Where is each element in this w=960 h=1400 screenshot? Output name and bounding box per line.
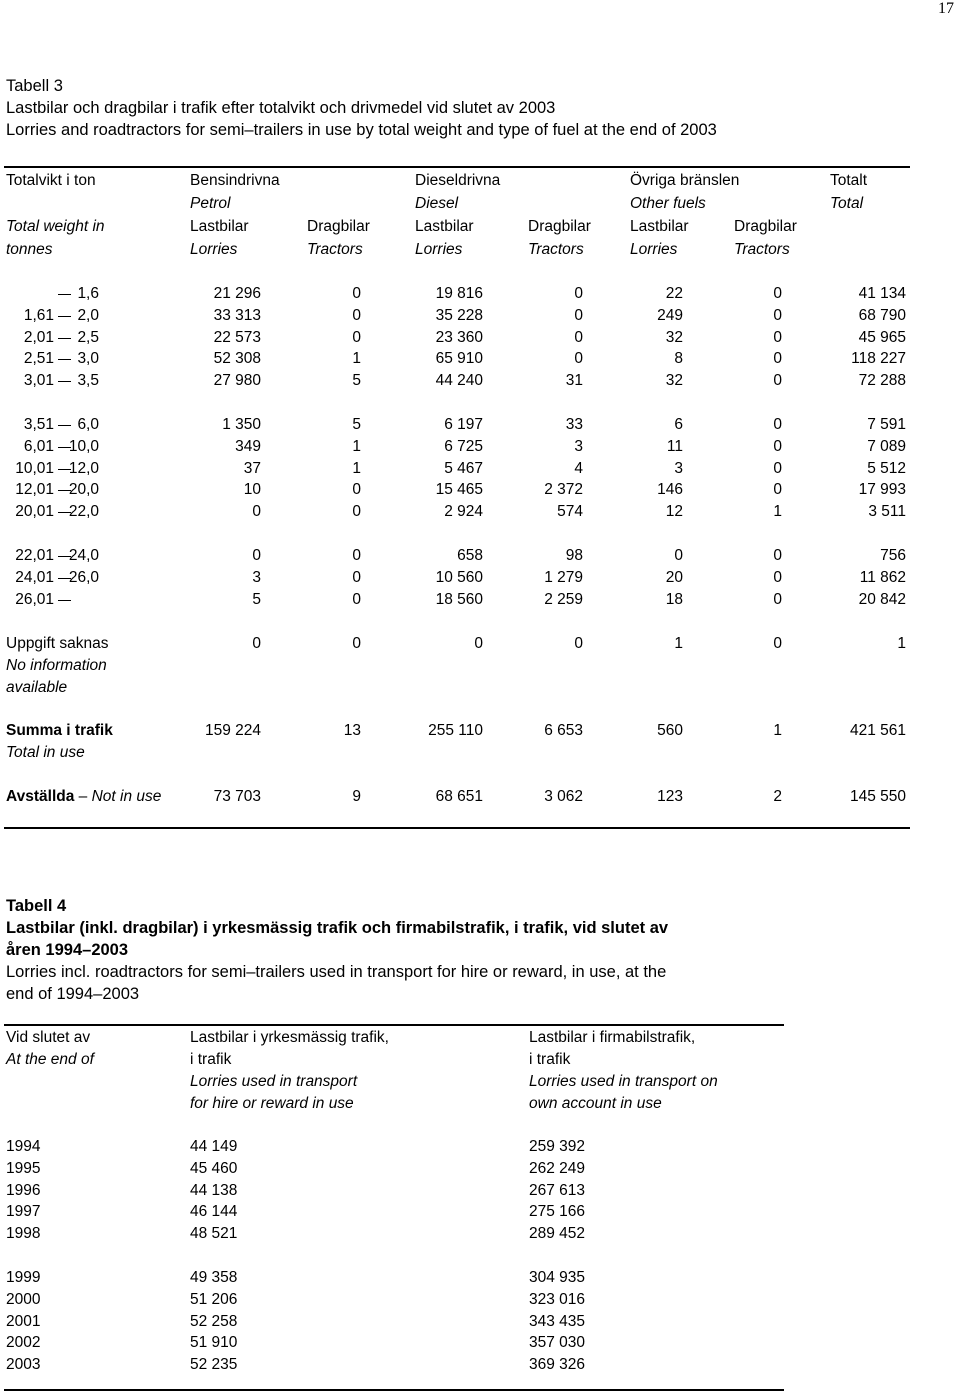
header-diesel-tractors-en: Tractors	[528, 241, 584, 258]
table4-title-en-1: Lorries incl. roadtractors for semi–trailers used in transport for hire or reward, in use, at the	[6, 963, 667, 981]
header-petrol-lorries-en: Lorries	[190, 241, 238, 258]
weight-row-cell-2: 2 924	[444, 503, 483, 520]
sum-label-en: Total in use	[6, 744, 85, 761]
weight-from: 12,01	[15, 481, 54, 498]
weight-row-cell-3: 98	[565, 547, 583, 564]
header-weight-en-1: Total weight in	[6, 218, 105, 235]
year-cell: 2001	[6, 1313, 41, 1330]
header-total-en: Total	[830, 195, 864, 212]
weight-row-cell-5: 0	[773, 438, 782, 455]
weight-row-cell-6: 5 512	[867, 460, 906, 477]
t4-header-hire-sv-1: Lastbilar i yrkesmässig trafik,	[190, 1029, 389, 1046]
missing-cell-5: 0	[773, 635, 782, 652]
own-account-cell: 369 326	[529, 1356, 586, 1373]
weight-row-cell-1: 0	[352, 503, 361, 520]
own-account-cell: 259 392	[529, 1138, 586, 1155]
weight-to: 2,0	[77, 307, 99, 324]
weight-row-cell-4: 12	[665, 503, 683, 520]
table3-title-en: Lorries and roadtractors for semi–trailers in use by total weight and type of fuel at the end of 2003	[6, 121, 717, 139]
weight-row-cell-5: 1	[773, 503, 782, 520]
weight-row-cell-4: 146	[657, 481, 683, 498]
weight-row-cell-2: 15 465	[435, 481, 483, 498]
header-petrol-en: Petrol	[190, 195, 231, 212]
weight-row-cell-4: 20	[665, 569, 683, 586]
t4-header-own-sv-2: i trafik	[529, 1051, 571, 1068]
hire-cell: 48 521	[190, 1225, 238, 1242]
own-account-cell: 289 452	[529, 1225, 586, 1242]
weight-row-cell-6: 11 862	[859, 569, 906, 586]
header-petrol-tractors-en: Tractors	[307, 241, 363, 258]
header-other-tractors-en: Tractors	[734, 241, 790, 258]
header-diesel-lorries-sv: Lastbilar	[415, 218, 474, 235]
missing-cell-6: 1	[897, 635, 906, 652]
weight-row-cell-5: 0	[773, 460, 782, 477]
weight-row-cell-5: 0	[773, 591, 782, 608]
weight-to: 2,5	[77, 329, 99, 346]
weight-to: 3,5	[77, 372, 99, 389]
weight-row-cell-1: 1	[352, 350, 361, 367]
weight-row-cell-1: 1	[352, 438, 361, 455]
weight-to: 12,0	[68, 460, 99, 477]
t4-header-own-sv-1: Lastbilar i firmabilstrafik,	[529, 1029, 696, 1046]
weight-row-cell-5: 0	[773, 307, 782, 324]
header-petrol-tractors-sv: Dragbilar	[307, 218, 370, 235]
weight-row-cell-2: 44 240	[435, 372, 483, 389]
range-dash	[58, 600, 71, 601]
weight-row-cell-4: 8	[674, 350, 683, 367]
weight-row-cell-4: 6	[674, 416, 683, 433]
weight-row-cell-2: 6 197	[444, 416, 483, 433]
header-weight-sv: Totalvikt i ton	[6, 172, 96, 189]
weight-row-cell-6: 7 591	[867, 416, 906, 433]
weight-to: 3,0	[77, 350, 99, 367]
weight-from: 6,01	[23, 438, 54, 455]
weight-row-cell-3: 2 259	[544, 591, 583, 608]
weight-row-cell-3: 31	[565, 372, 583, 389]
own-account-cell: 262 249	[529, 1160, 586, 1177]
missing-cell-3: 0	[574, 635, 583, 652]
weight-row-cell-4: 249	[657, 307, 683, 324]
weight-to: 10,0	[68, 438, 99, 455]
not-in-use-cell-4: 123	[657, 788, 683, 805]
table4-top-rule	[4, 1024, 784, 1026]
weight-row-cell-0: 0	[252, 547, 261, 564]
year-cell: 2003	[6, 1356, 41, 1373]
weight-from: 10,01	[15, 460, 54, 477]
weight-row-cell-0: 33 313	[213, 307, 261, 324]
weight-row-cell-1: 0	[352, 591, 361, 608]
weight-row-cell-2: 23 360	[435, 329, 483, 346]
table4-title-en-2: end of 1994–2003	[6, 985, 140, 1003]
sum-cell-6: 421 561	[849, 722, 906, 739]
weight-row-cell-0: 5	[252, 591, 261, 608]
weight-row-cell-1: 5	[352, 416, 361, 433]
weight-row-cell-4: 3	[674, 460, 683, 477]
hire-cell: 45 460	[190, 1160, 238, 1177]
weight-from: 3,51	[23, 416, 54, 433]
not-in-use-label	[6, 788, 161, 806]
weight-row-cell-6: 41 134	[858, 285, 906, 302]
weight-to: 6,0	[77, 416, 99, 433]
table3-title-sv: Lastbilar och dragbilar i trafik efter totalvikt och drivmedel vid slutet av 2003	[6, 99, 556, 117]
weight-row-cell-5: 0	[773, 285, 782, 302]
weight-row-cell-2: 65 910	[435, 350, 483, 367]
header-petrol-sv: Bensindrivna	[190, 172, 280, 189]
t4-header-hire-sv-2: i trafik	[190, 1051, 232, 1068]
weight-row-cell-6: 72 288	[858, 372, 906, 389]
weight-row-cell-0: 52 308	[213, 350, 261, 367]
weight-row-cell-2: 35 228	[435, 307, 483, 324]
hire-cell: 52 235	[190, 1356, 238, 1373]
not-in-use-cell-0: 73 703	[213, 788, 261, 805]
header-other-lorries-en: Lorries	[630, 241, 678, 258]
weight-row-cell-2: 658	[457, 547, 483, 564]
hire-cell: 44 138	[190, 1182, 238, 1199]
weight-row-cell-1: 1	[352, 460, 361, 477]
weight-to: 20,0	[68, 481, 99, 498]
weight-row-cell-1: 0	[352, 481, 361, 498]
t4-header-own-en-2: own account in use	[529, 1095, 662, 1112]
missing-label-en-1: No information	[6, 657, 107, 674]
weight-row-cell-6: 45 965	[858, 329, 906, 346]
year-cell: 1997	[6, 1203, 41, 1220]
year-cell: 2000	[6, 1291, 41, 1308]
missing-label-en-2: available	[6, 679, 68, 696]
missing-cell-2: 0	[474, 635, 483, 652]
not-in-use-cell-6: 145 550	[849, 788, 906, 805]
weight-row-cell-0: 27 980	[213, 372, 261, 389]
weight-row-cell-0: 0	[252, 503, 261, 520]
weight-row-cell-3: 574	[557, 503, 583, 520]
weight-row-cell-5: 0	[773, 547, 782, 564]
weight-row-cell-2: 19 816	[435, 285, 483, 302]
own-account-cell: 357 030	[529, 1334, 586, 1351]
t4-header-year-sv: Vid slutet av	[6, 1029, 91, 1046]
sum-cell-2: 255 110	[428, 722, 483, 739]
hire-cell: 51 206	[190, 1291, 238, 1308]
page-number: 17	[938, 0, 954, 17]
t4-header-hire-en-2: for hire or reward in use	[190, 1095, 354, 1112]
weight-row-cell-4: 18	[665, 591, 683, 608]
missing-cell-4: 1	[674, 635, 683, 652]
hire-cell: 51 910	[190, 1334, 238, 1351]
weight-to: 26,0	[68, 569, 99, 586]
weight-row-cell-5: 0	[773, 481, 782, 498]
weight-row-cell-1: 0	[352, 329, 361, 346]
year-cell: 1996	[6, 1182, 41, 1199]
weight-row-cell-4: 32	[665, 329, 683, 346]
weight-row-cell-1: 5	[352, 372, 361, 389]
header-diesel-en: Diesel	[415, 195, 459, 212]
not-in-use-cell-3: 3 062	[544, 788, 583, 805]
header-other-en: Other fuels	[630, 195, 706, 212]
t4-header-own-en-1: Lorries used in transport on	[529, 1073, 718, 1090]
weight-row-cell-3: 1 279	[544, 569, 583, 586]
hire-cell: 49 358	[190, 1269, 238, 1286]
t4-header-hire-en-1: Lorries used in transport	[190, 1073, 358, 1090]
weight-from: 3,01	[23, 372, 54, 389]
weight-from: 20,01	[15, 503, 54, 520]
weight-row-cell-5: 0	[773, 372, 782, 389]
year-cell: 1998	[6, 1225, 41, 1242]
t4-header-year-en: At the end of	[6, 1051, 94, 1068]
own-account-cell: 304 935	[529, 1269, 586, 1286]
weight-row-cell-4: 11	[666, 438, 683, 455]
weight-row-cell-1: 0	[352, 307, 361, 324]
year-cell: 1995	[6, 1160, 41, 1177]
weight-row-cell-0: 21 296	[213, 285, 261, 302]
hire-cell: 44 149	[190, 1138, 238, 1155]
weight-to: 24,0	[68, 547, 99, 564]
weight-row-cell-3: 3	[574, 438, 583, 455]
missing-cell-1: 0	[352, 635, 361, 652]
missing-label-sv: Uppgift saknas	[6, 635, 109, 652]
weight-row-cell-6: 68 790	[858, 307, 906, 324]
weight-row-cell-0: 349	[235, 438, 261, 455]
header-diesel-tractors-sv: Dragbilar	[528, 218, 591, 235]
sum-cell-3: 6 653	[544, 722, 583, 739]
not-in-use-cell-5: 2	[773, 788, 782, 805]
header-other-lorries-sv: Lastbilar	[630, 218, 689, 235]
weight-row-cell-1: 0	[352, 285, 361, 302]
weight-row-cell-0: 37	[243, 460, 261, 477]
weight-to: 22,0	[68, 503, 99, 520]
weight-row-cell-0: 10	[243, 481, 261, 498]
weight-row-cell-6: 756	[880, 547, 906, 564]
weight-row-cell-5: 0	[773, 416, 782, 433]
weight-to: 1,6	[77, 285, 99, 302]
weight-from: 2,01	[23, 329, 54, 346]
weight-row-cell-4: 32	[665, 372, 683, 389]
table3-label: Tabell 3	[6, 77, 63, 95]
weight-row-cell-0: 22 573	[213, 329, 261, 346]
weight-row-cell-5: 0	[773, 569, 782, 586]
weight-row-cell-3: 0	[574, 307, 583, 324]
weight-row-cell-6: 118 227	[851, 350, 906, 367]
header-diesel-sv: Dieseldrivna	[415, 172, 501, 189]
missing-cell-0: 0	[252, 635, 261, 652]
weight-row-cell-2: 5 467	[444, 460, 483, 477]
weight-row-cell-3: 0	[574, 350, 583, 367]
not-in-use-label-sv: Avställda	[6, 788, 75, 805]
hire-cell: 46 144	[190, 1203, 238, 1220]
weight-row-cell-3: 0	[574, 285, 583, 302]
table3-top-rule	[4, 166, 910, 168]
weight-row-cell-6: 17 993	[858, 481, 906, 498]
weight-row-cell-0: 1 350	[222, 416, 261, 433]
not-in-use-label-en: Not in use	[91, 788, 162, 805]
weight-row-cell-3: 2 372	[544, 481, 583, 498]
year-cell: 1999	[6, 1269, 41, 1286]
weight-from: 22,01	[15, 547, 54, 564]
sum-cell-4: 560	[657, 722, 683, 739]
weight-row-cell-4: 22	[665, 285, 683, 302]
weight-from: 24,01	[15, 569, 54, 586]
own-account-cell: 343 435	[529, 1313, 586, 1330]
header-petrol-lorries-sv: Lastbilar	[190, 218, 249, 235]
weight-row-cell-6: 3 511	[868, 503, 906, 520]
sum-cell-1: 13	[343, 722, 361, 739]
not-in-use-cell-1: 9	[352, 788, 361, 805]
weight-row-cell-6: 20 842	[858, 591, 906, 608]
year-cell: 1994	[6, 1138, 41, 1155]
sum-cell-0: 159 224	[204, 722, 261, 739]
weight-row-cell-2: 10 560	[435, 569, 483, 586]
weight-row-cell-3: 33	[565, 416, 583, 433]
header-total-sv: Totalt	[830, 172, 868, 189]
weight-row-cell-0: 3	[252, 569, 261, 586]
weight-row-cell-6: 7 089	[867, 438, 906, 455]
weight-from: 1,61	[23, 307, 54, 324]
table4-title-sv-1: Lastbilar (inkl. dragbilar) i yrkesmässig trafik och firmabilstrafik, i trafik, vid slutet av	[6, 919, 669, 937]
header-weight-en-2: tonnes	[6, 241, 53, 258]
not-in-use-cell-2: 68 651	[435, 788, 483, 805]
weight-from: 2,51	[23, 350, 54, 367]
weight-row-cell-3: 4	[574, 460, 583, 477]
own-account-cell: 323 016	[529, 1291, 586, 1308]
weight-row-cell-1: 0	[352, 569, 361, 586]
header-other-sv: Övriga bränslen	[630, 172, 740, 189]
weight-row-cell-2: 18 560	[435, 591, 483, 608]
not-in-use-dash: –	[78, 788, 88, 805]
weight-row-cell-5: 0	[773, 329, 782, 346]
table4-label: Tabell 4	[6, 897, 67, 915]
weight-row-cell-5: 0	[773, 350, 782, 367]
table3-bottom-rule	[4, 827, 910, 829]
table4-bottom-rule	[4, 1389, 784, 1391]
weight-from: 26,01	[15, 591, 54, 608]
year-cell: 2002	[6, 1334, 41, 1351]
weight-row-cell-2: 6 725	[444, 438, 483, 455]
hire-cell: 52 258	[190, 1313, 238, 1330]
weight-row-cell-1: 0	[352, 547, 361, 564]
own-account-cell: 275 166	[529, 1203, 586, 1220]
own-account-cell: 267 613	[529, 1182, 586, 1199]
table4-title-sv-2: åren 1994–2003	[6, 941, 129, 959]
header-diesel-lorries-en: Lorries	[415, 241, 463, 258]
weight-row-cell-4: 0	[674, 547, 683, 564]
sum-cell-5: 1	[773, 722, 782, 739]
weight-row-cell-3: 0	[574, 329, 583, 346]
sum-label-sv: Summa i trafik	[6, 722, 113, 739]
header-other-tractors-sv: Dragbilar	[734, 218, 797, 235]
